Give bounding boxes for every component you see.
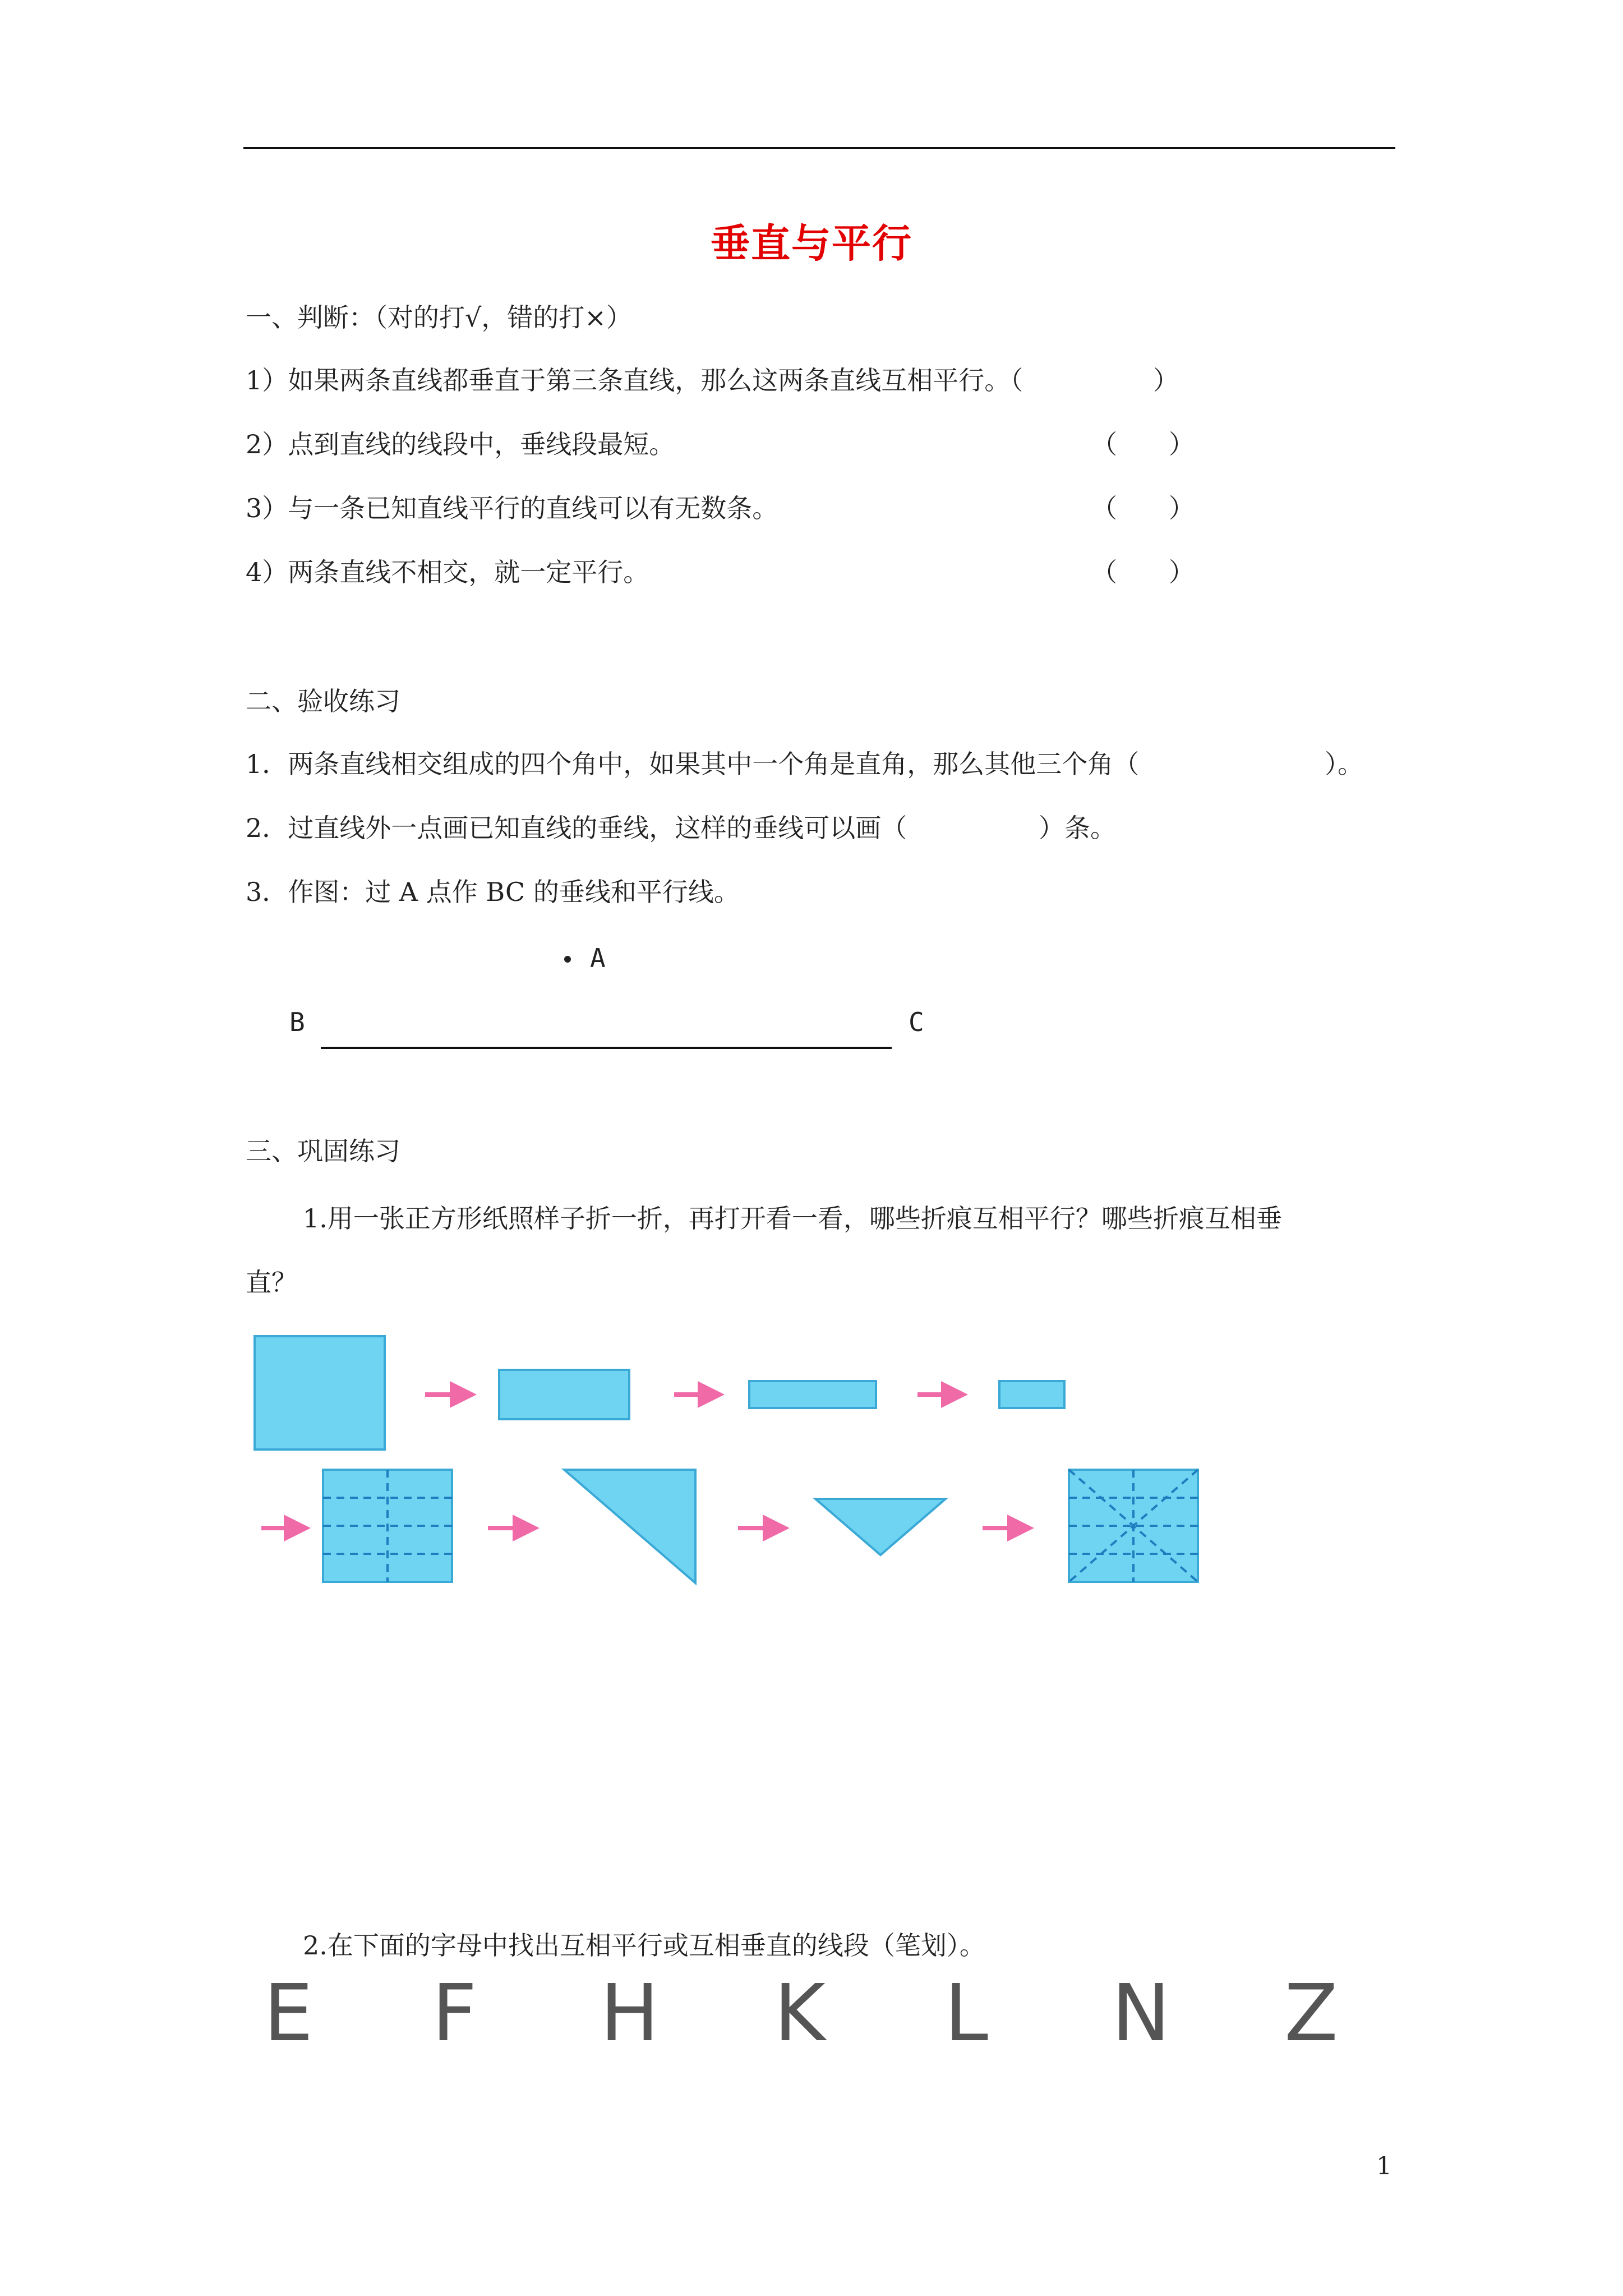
header-rule bbox=[243, 147, 1395, 149]
paper-folding-diagram bbox=[241, 1324, 1228, 1593]
judge-item-2-paren: （ ） bbox=[1091, 429, 1195, 459]
practice-q2: 2．过直线外一点画已知直线的垂线，这样的垂线可以画（ bbox=[246, 813, 907, 843]
section2-heading: 二、验收练习 bbox=[246, 686, 400, 716]
judge-item-3-paren: （ ） bbox=[1091, 493, 1195, 523]
practice-q1-close: ）。 bbox=[1325, 749, 1363, 779]
segment-bc bbox=[321, 1047, 892, 1049]
paper-half bbox=[499, 1370, 629, 1419]
letter-z: Z bbox=[1284, 1968, 1338, 2059]
point-c-label: C bbox=[909, 1007, 924, 1037]
paper-square bbox=[255, 1336, 385, 1450]
letter-f: F bbox=[432, 1968, 477, 2059]
paper-triangle-diagonal bbox=[564, 1470, 695, 1583]
letter-e: E bbox=[264, 1968, 313, 2059]
judge-item-2: 2）点到直线的线段中，垂线段最短。 bbox=[246, 429, 675, 459]
judge-item-1: 1）如果两条直线都垂直于第三条直线，那么这两条直线互相平行。（ bbox=[246, 365, 1023, 395]
paper-quarter bbox=[749, 1381, 876, 1408]
consolidate-q1-line1: 1.用一张正方形纸照样子折一折，再打开看一看，哪些折痕互相平行？哪些折痕互相垂 bbox=[303, 1203, 1282, 1234]
judge-item-1-close: ） bbox=[1153, 365, 1179, 395]
section3-heading: 三、巩固练习 bbox=[246, 1136, 400, 1166]
point-b-label: B bbox=[289, 1007, 305, 1037]
judge-item-3: 3）与一条已知直线平行的直线可以有无数条。 bbox=[246, 493, 778, 523]
practice-q3: 3．作图：过 A 点作 BC 的垂线和平行线。 bbox=[246, 877, 740, 907]
paper-triangle-small bbox=[815, 1499, 946, 1555]
letter-h: H bbox=[600, 1968, 660, 2059]
practice-q2-close: ）条。 bbox=[1039, 813, 1116, 843]
consolidate-q1-line2: 直？ bbox=[246, 1267, 297, 1297]
paper-eighth bbox=[999, 1381, 1064, 1408]
judge-item-4-paren: （ ） bbox=[1091, 557, 1195, 587]
letter-k: K bbox=[774, 1968, 826, 2059]
section1-heading: 一、判断：（对的打√，错的打×） bbox=[246, 302, 632, 333]
point-a-label: A bbox=[590, 943, 606, 973]
judge-item-4: 4）两条直线不相交，就一定平行。 bbox=[246, 557, 649, 587]
page-title: 垂直与平行 bbox=[711, 220, 912, 266]
paper-unfolded-diagonals bbox=[1069, 1470, 1198, 1582]
page-number: 1 bbox=[1376, 2152, 1392, 2180]
letter-n: N bbox=[1112, 1968, 1170, 2059]
point-a-dot bbox=[564, 956, 571, 963]
letter-l: L bbox=[944, 1968, 988, 2059]
paper-unfolded-parallel bbox=[323, 1470, 452, 1582]
practice-q1: 1．两条直线相交组成的四个角中，如果其中一个角是直角，那么其他三个角（ bbox=[246, 749, 1140, 779]
consolidate-q2: 2.在下面的字母中找出互相平行或互相垂直的线段（笔划）。 bbox=[303, 1930, 985, 1961]
